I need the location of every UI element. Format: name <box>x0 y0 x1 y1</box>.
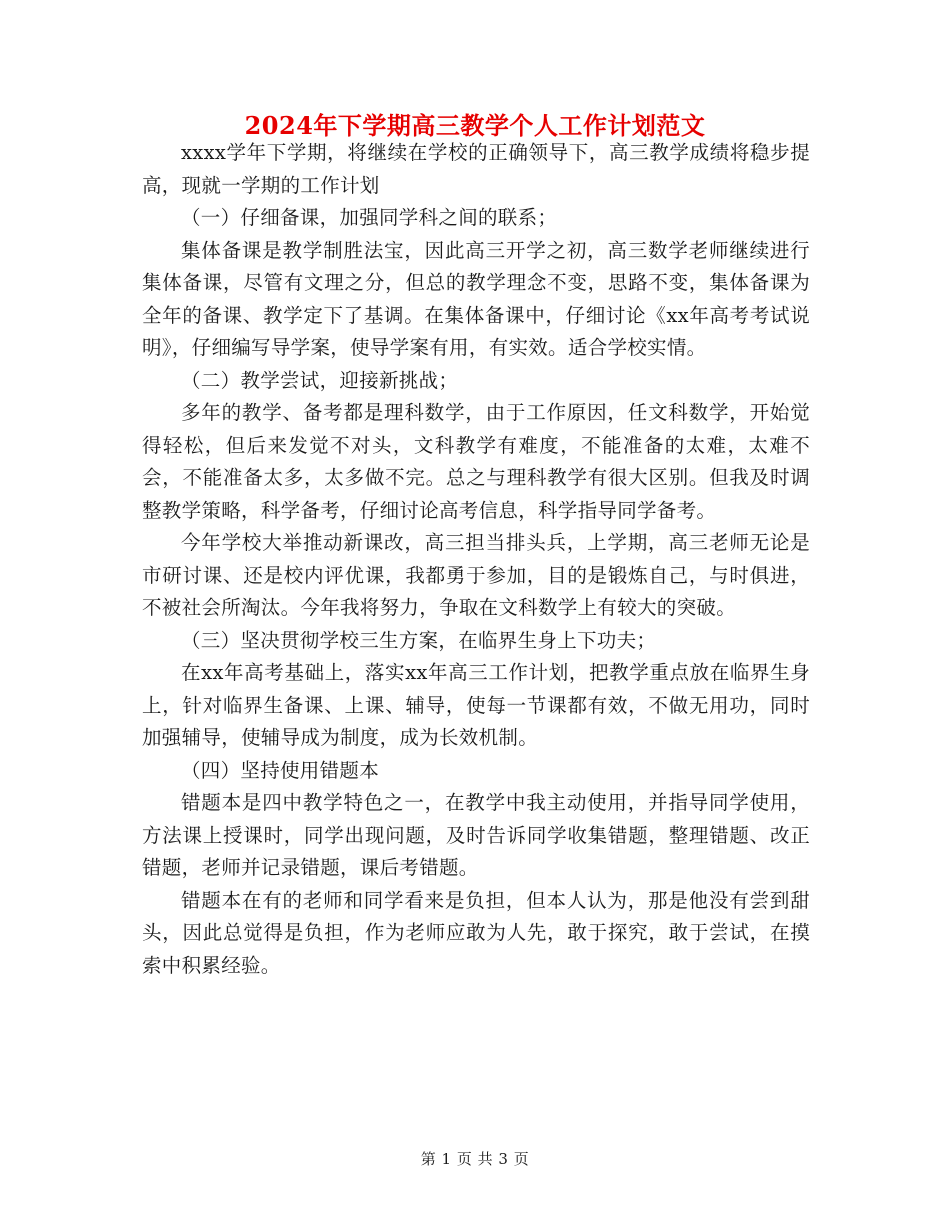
paragraph: 错题本是四中教学特色之一，在教学中我主动使用，并指导同学使用，方法课上授课时，同学出现问题，及时告诉同学收集错题，整理错题、改正错题，老师并记录错题，课后考错题。 <box>142 791 810 879</box>
paragraph: 集体备课是教学制胜法宝，因此高三开学之初，高三数学老师继续进行集体备课，尽管有文理之分，但总的教学理念不变，思路不变，集体备课为全年的备课、教学定下了基调。在集体备课中，仔细讨论《xx年高考考试说明》，仔细编写导学案，使导学案有用，有实效。适合学校实情。 <box>142 238 810 359</box>
document-title: 2024年下学期高三教学个人工作计划范文 <box>244 111 706 140</box>
section-heading-4: （四）坚持使用错题本 <box>181 758 380 782</box>
page-footer: 第 1 页 共 3 页 <box>420 1150 530 1168</box>
paragraph: 今年学校大举推动新课改，高三担当排头兵，上学期，高三老师无论是市研讨课、还是校内评优课，我都勇于参加，目的是锻炼自己，与时俱进，不被社会所淘汰。今年我将努力，争取在文科数学上有较大的突破。 <box>142 531 810 619</box>
section-heading-1: （一）仔细备课，加强同学科之间的联系； <box>181 206 558 229</box>
document-body <box>142 137 810 982</box>
paragraph: 在xx年高考基础上，落实xx年高三工作计划，把教学重点放在临界生身上，针对临界生备课、上课、辅导，使每一节课都有效，不做无用功，同时加强辅导，使辅导成为制度，成为长效机制。 <box>142 661 810 749</box>
paragraph-intro: xxxx学年下学期，将继续在学校的正确领导下，高三教学成绩将稳步提高，现就一学期的工作计划 <box>142 141 810 197</box>
paragraph: 错题本在有的老师和同学看来是负担，但本人认为，那是他没有尝到甜头，因此总觉得是负担，作为老师应敢为人先，敢于探究，敢于尝试，在摸索中积累经验。 <box>142 888 810 977</box>
section-heading-3: （三）坚决贯彻学校三生方案，在临界生身上下功夫； <box>181 628 657 652</box>
section-heading-2: （二）教学尝试，迎接新挑战； <box>181 368 459 392</box>
paragraph: 多年的教学、备考都是理科数学，由于工作原因，任文科数学，开始觉得轻松，但后来发觉不对头，文科教学有难度，不能准备的太难，太难不会，不能准备太多，太多做不完。总之与理科教学有很大区别。但我及时调整教学策略，科学备考，仔细讨论高考信息，科学指导同学备考。 <box>142 401 810 522</box>
